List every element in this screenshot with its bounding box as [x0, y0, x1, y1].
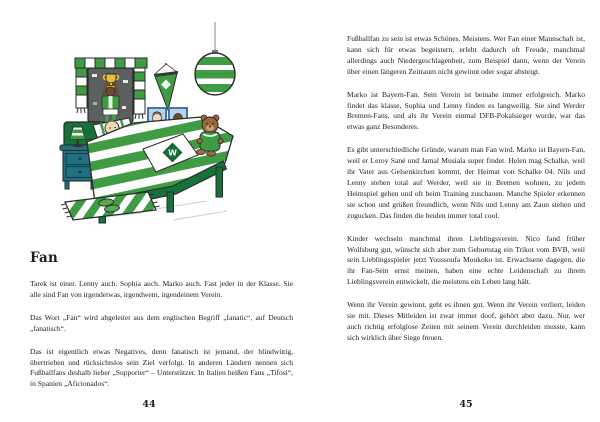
scarf-band [75, 58, 147, 68]
scarf-right-tail [134, 68, 145, 119]
paragraph: Das ist eigentlich etwas Negatives, denn fanatisch ist jemand, der blindwütig, übertrieben und rücksichtslos sein Ziel verfolgt. In anderen Ländern nennen sich Fußballfans deshalb lieber „Supporter“ – Unterstützer. In Italien heißen Fans „Tifosi“, in Spanien „Aficionados“. [30, 346, 293, 389]
paragraph: Kinder wechseln manchmal ihren Lieblingsverein. Nico fand früher Wolfsburg gut, wünscht sich aber zum Geburtstag ein Trikot vom BVB, weil sein Lieblingsspieler jetzt Youssoufa Moukoko ist. Erwachsene dagegen, die ihr Fan-Sein ernst meinen, haben eine echte Leidenschaft zu ihrem Lieblingsverein entwickelt, die meistens ein Leben lang hält. [347, 233, 585, 287]
bedroom-illustration [55, 22, 255, 232]
bed-leg [216, 167, 223, 197]
paragraph: Es gibt unterschiedliche Gründe, warum man Fan wird. Marko ist Bayern-Fan, weil er Leroy Sané und Jamal Musiala super findet. Helen mag Schalke, weil ihr Vater aus Gelsenkirchen kommt, der Heimat von Schalke 04. Nils und Lenny stehen total auf Werder, weil sie in Bremen wohnen, zu jedem Heimspiel gehen und oft beim Training zuschauen. Manche Spieler erkennen sie schon und grüßen freundlich, wenn Nils und Lenny am Zaun stehen und zugucken. Das finden die beiden immer total cool. [347, 145, 585, 220]
paragraph: Tarek ist einer. Lenny auch. Sophia auch. Marko auch. Fast jeder in der Klasse. Sie alle sind Fan von irgendetwas, irgendwem, irgendeinem Verein. [30, 279, 293, 299]
paragraph: Marko ist Bayern-Fan. Sein Verein ist beinahe immer erfolgreich. Marko findet das klasse, Sophia und Lenny finden es langweilig. Sie sind Werder Bremen-Fans, und als ihr Verein einmal DFB-Pokalsieger wurde, war das etwas ganz Besonderes. [347, 89, 585, 132]
paragraph: Das Wort „Fan“ wird abgeleitet aus dem englischen Begriff „fanatic“, auf Deutsch „fanatisch“. [30, 312, 293, 333]
right-page [347, 34, 585, 356]
left-page [30, 250, 293, 402]
club-logo-letter: W [168, 148, 177, 158]
chapter-heading: Fan [30, 250, 59, 266]
bed-leg [167, 192, 174, 212]
page-number-right: 45 [459, 399, 473, 410]
paragraph: Wenn ihr Verein gewinnt, geht es ihnen gut. Wenn ihr Verein verliert, leiden sie mit. Dieses Mitleiden ist zwar immer doof, gehört aber dazu. Nur, wer auch richtig erfolglose Zeiten mit seinem Verein durchleiden musste, kann sich wirklich über Siege freuen. [347, 300, 585, 342]
page-number-left: 44 [142, 399, 156, 410]
player-poster [88, 68, 133, 122]
paragraph: Fußballfan zu sein ist etwas Schönes. Meistens. Wer Fan einer Mannschaft ist, kann sich für etwas begeistern, erlebt dadurch oft Freude, manchmal allerdings auch Niedergeschlagenheit, zum Beispiel dann, wenn der Verein über einen längeren Zeitraum nicht gewinnt oder sogar absteigt. [347, 34, 585, 76]
scarf-left-tail [76, 68, 87, 113]
ball-lamp [193, 22, 237, 95]
pennant [154, 63, 178, 110]
